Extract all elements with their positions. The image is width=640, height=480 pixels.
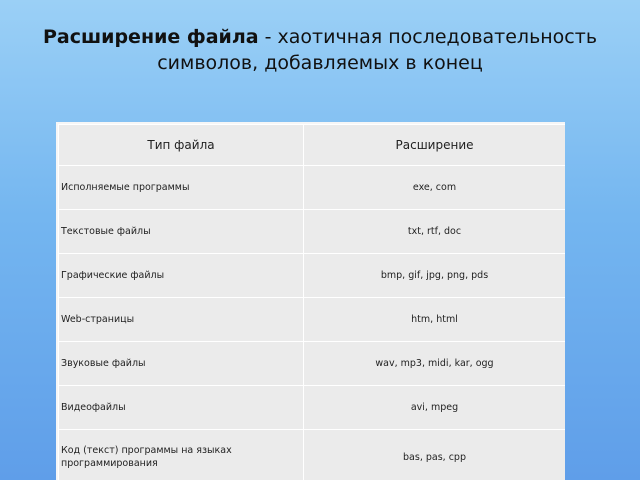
table-row <box>59 342 566 386</box>
table-header-row <box>59 125 566 166</box>
file-type-cell: Исполняемые программы <box>59 166 304 210</box>
title-definition: - хаотичная последовательность символов, добавляемых в конец <box>157 26 598 74</box>
extension-cell: htm, html <box>304 298 566 342</box>
table-row <box>59 386 566 430</box>
file-type-cell: Текстовые файлы <box>59 210 304 254</box>
table-row <box>59 430 566 480</box>
extensions-table-container <box>56 122 565 480</box>
table-row <box>59 166 566 210</box>
header-file-type: Тип файла <box>59 125 304 166</box>
slide-title <box>40 24 600 76</box>
table-row <box>59 254 566 298</box>
file-type-cell: Графические файлы <box>59 254 304 298</box>
extension-cell: txt, rtf, doc <box>304 210 566 254</box>
extension-cell: exe, com <box>304 166 566 210</box>
extension-cell: bas, pas, cpp <box>304 430 566 480</box>
header-extension: Расширение <box>304 125 566 166</box>
extension-cell: bmp, gif, jpg, png, pds <box>304 254 566 298</box>
extension-cell: avi, mpeg <box>304 386 566 430</box>
extensions-table <box>58 124 565 480</box>
table-row <box>59 210 566 254</box>
title-bold-term: Расширение файла <box>42 26 259 48</box>
file-type-cell: Видеофайлы <box>59 386 304 430</box>
file-type-cell: Код (текст) программы на языках программирования <box>59 430 304 480</box>
table-row <box>59 298 566 342</box>
file-type-cell: Звуковые файлы <box>59 342 304 386</box>
extension-cell: wav, mp3, midi, kar, ogg <box>304 342 566 386</box>
file-type-cell: Web-страницы <box>59 298 304 342</box>
